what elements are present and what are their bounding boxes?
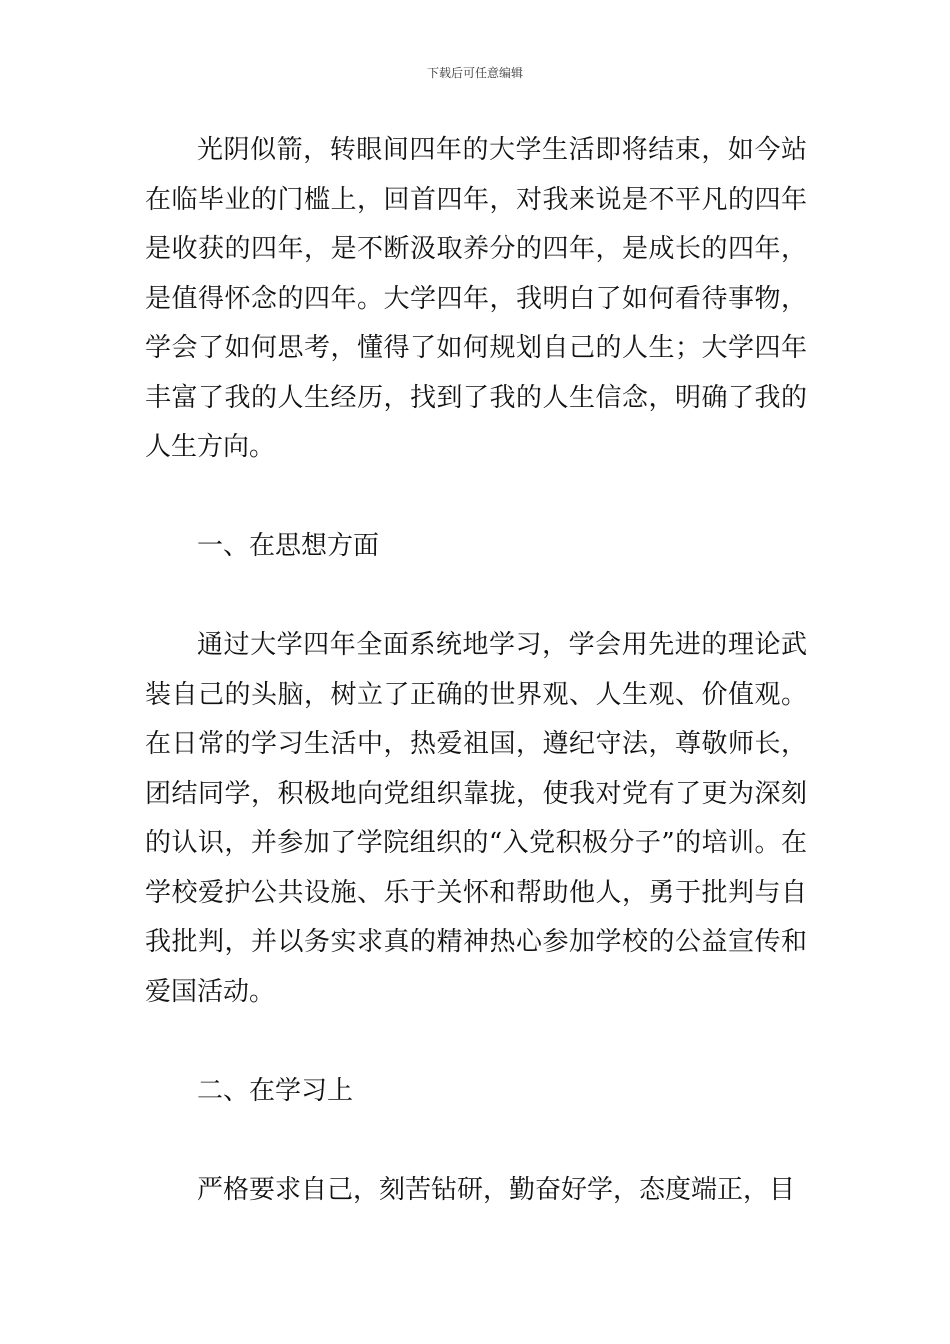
paragraph-spacer [145, 572, 807, 622]
header-note: 下载后可任意编辑 [426, 66, 523, 80]
section-heading-thought: 一、在思想方面 [197, 531, 380, 561]
paragraph-spacer [145, 473, 807, 523]
paragraph-spacer [145, 1017, 807, 1067]
intro-paragraph: 光阴似箭，转眼间四年的大学生活即将结束，如今站在临毕业的门槛上，回首四年，对我来说是不平凡的四年是收获的四年，是不断汲取养分的四年，是成长的四年，是值得怀念的四年。大学四年，我明白了如何看待事物，学会了如何思考，懂得了如何规划自己的人生；大学四年丰富了我的人生经历，找到了我的人生信念，明确了我的人生方向。 [145, 135, 807, 462]
paragraph-spacer [145, 1116, 807, 1166]
section-heading-study: 二、在学习上 [197, 1075, 354, 1106]
document-body [145, 126, 807, 1215]
section-body-thought: 通过大学四年全面系统地学习，学会用先进的理论武装自己的头脑，树立了正确的世界观、人生观、价值观。在日常的学习生活中，热爱祖国，遵纪守法，尊敬师长，团结同学，积极地向党组织靠拢，使我对党有了更为深刻的认识，并参加了学院组织的“入党积极分子”的培训。在学校爱护公共设施、乐于关怀和帮助他人，勇于批判与自我批判，并以务实求真的精神热心参加学校的公益宣传和爱国活动。 [145, 630, 807, 1007]
section-body-study: 严格要求自己，刻苦钻研，勤奋好学，态度端正，目 [197, 1174, 796, 1205]
